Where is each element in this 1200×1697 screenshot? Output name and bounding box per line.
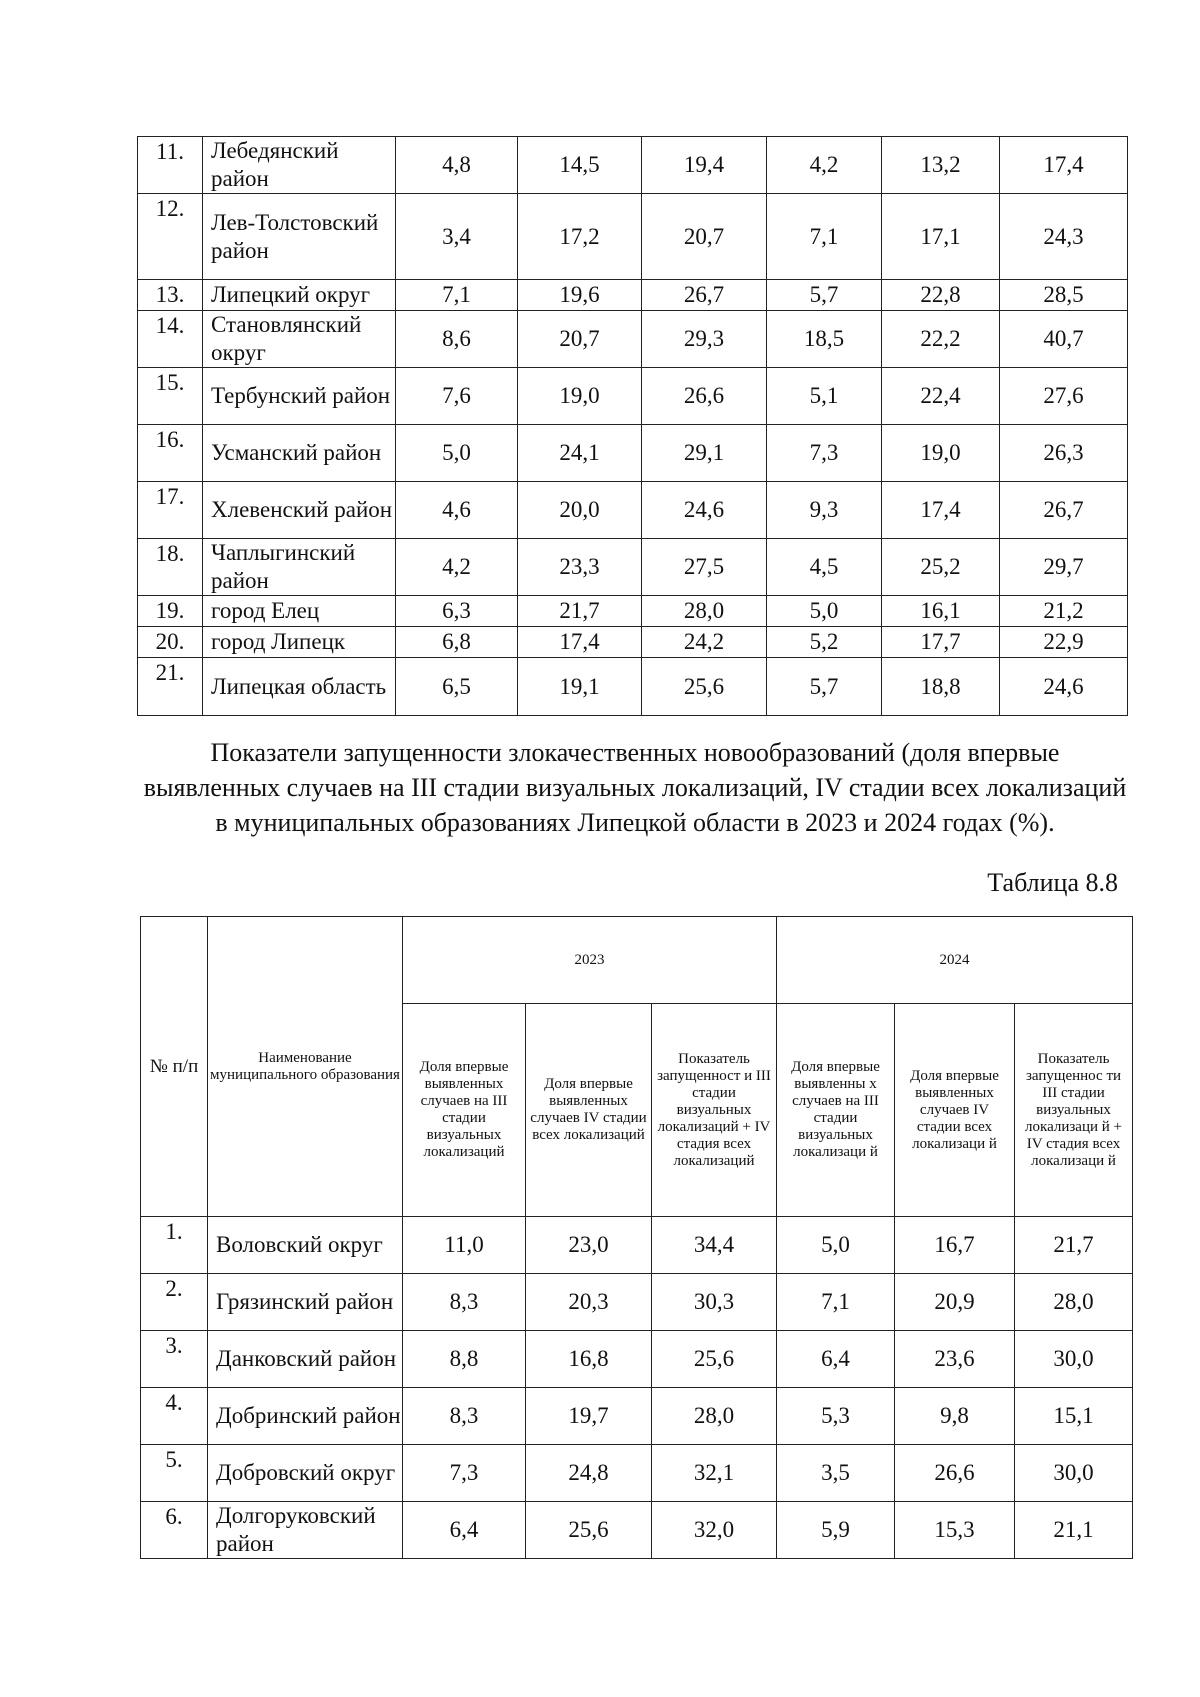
header-col-3: Показатель запущенност и III стадии визуальных локализаций + IV стадия всех локализаций bbox=[652, 1004, 777, 1217]
header-col-2: Доля впервые выявленных случаев IV стадии всех локализаций bbox=[526, 1004, 652, 1217]
row-number: 6. bbox=[141, 1502, 208, 1559]
value-cell: 7,6 bbox=[396, 368, 518, 425]
municipality-name: Усманский район bbox=[203, 425, 396, 482]
value-cell: 8,3 bbox=[403, 1274, 526, 1331]
value-cell: 19,7 bbox=[526, 1388, 652, 1445]
value-cell: 24,1 bbox=[518, 425, 642, 482]
table-row bbox=[141, 1217, 1133, 1274]
value-cell: 20,7 bbox=[642, 194, 767, 280]
table-row bbox=[138, 596, 1128, 627]
section-title: Показатели запущенности злокачественных новообразований (доля впервые выявленных случаев на III стадии визуальных локализаций, IV стадии всех локализаций в муниципальных образованиях Липецкой области в 2023 и 2024 годах (%). bbox=[143, 738, 1127, 837]
main-table-header bbox=[141, 917, 1133, 1217]
municipality-name: Добровский округ bbox=[208, 1445, 403, 1502]
table-row bbox=[138, 194, 1128, 280]
value-cell: 24,2 bbox=[642, 627, 767, 658]
municipality-name: Липецкая область bbox=[203, 658, 396, 716]
value-cell: 17,4 bbox=[882, 482, 1000, 539]
value-cell: 7,3 bbox=[767, 425, 882, 482]
municipality-name: Хлевенский район bbox=[203, 482, 396, 539]
row-number: 2. bbox=[141, 1274, 208, 1331]
value-cell: 7,1 bbox=[767, 194, 882, 280]
row-number: 11. bbox=[138, 137, 203, 194]
value-cell: 11,0 bbox=[403, 1217, 526, 1274]
value-cell: 26,6 bbox=[642, 368, 767, 425]
row-number: 20. bbox=[138, 627, 203, 658]
value-cell: 14,5 bbox=[518, 137, 642, 194]
value-cell: 4,2 bbox=[396, 539, 518, 596]
municipality-name: Долгоруковский район bbox=[208, 1502, 403, 1559]
value-cell: 19,0 bbox=[518, 368, 642, 425]
value-cell: 17,2 bbox=[518, 194, 642, 280]
value-cell: 25,6 bbox=[642, 658, 767, 716]
value-cell: 29,1 bbox=[642, 425, 767, 482]
row-number: 13. bbox=[138, 280, 203, 311]
municipality-name: Лев-Толстовский район bbox=[203, 194, 396, 280]
value-cell: 9,8 bbox=[895, 1388, 1015, 1445]
value-cell: 22,2 bbox=[882, 311, 1000, 368]
header-num: № п/п bbox=[141, 917, 208, 1217]
value-cell: 28,0 bbox=[642, 596, 767, 627]
value-cell: 18,5 bbox=[767, 311, 882, 368]
value-cell: 27,6 bbox=[1000, 368, 1128, 425]
value-cell: 20,3 bbox=[526, 1274, 652, 1331]
value-cell: 4,6 bbox=[396, 482, 518, 539]
value-cell: 9,3 bbox=[767, 482, 882, 539]
value-cell: 6,4 bbox=[403, 1502, 526, 1559]
value-cell: 20,0 bbox=[518, 482, 642, 539]
value-cell: 30,0 bbox=[1015, 1331, 1133, 1388]
municipality-name: Воловский округ bbox=[208, 1217, 403, 1274]
value-cell: 28,0 bbox=[652, 1388, 777, 1445]
value-cell: 3,5 bbox=[777, 1445, 895, 1502]
value-cell: 32,0 bbox=[652, 1502, 777, 1559]
table-row bbox=[138, 368, 1128, 425]
value-cell: 21,7 bbox=[518, 596, 642, 627]
value-cell: 6,3 bbox=[396, 596, 518, 627]
value-cell: 19,0 bbox=[882, 425, 1000, 482]
header-name: Наименование муниципального образования bbox=[208, 917, 403, 1217]
value-cell: 19,4 bbox=[642, 137, 767, 194]
value-cell: 6,4 bbox=[777, 1331, 895, 1388]
header-col-5: Доля впервые выявленных случаев IV стадии всех локализаци й bbox=[895, 1004, 1015, 1217]
value-cell: 5,0 bbox=[396, 425, 518, 482]
value-cell: 6,5 bbox=[396, 658, 518, 716]
value-cell: 24,8 bbox=[526, 1445, 652, 1502]
value-cell: 5,1 bbox=[767, 368, 882, 425]
value-cell: 21,7 bbox=[1015, 1217, 1133, 1274]
value-cell: 7,3 bbox=[403, 1445, 526, 1502]
value-cell: 40,7 bbox=[1000, 311, 1128, 368]
table-row bbox=[138, 311, 1128, 368]
value-cell: 16,1 bbox=[882, 596, 1000, 627]
row-number: 3. bbox=[141, 1331, 208, 1388]
value-cell: 15,1 bbox=[1015, 1388, 1133, 1445]
value-cell: 28,5 bbox=[1000, 280, 1128, 311]
value-cell: 5,0 bbox=[767, 596, 882, 627]
municipality-name: Становлянский округ bbox=[203, 311, 396, 368]
value-cell: 32,1 bbox=[652, 1445, 777, 1502]
main-table bbox=[140, 916, 1133, 1559]
row-number: 15. bbox=[138, 368, 203, 425]
municipality-name: Чаплыгинский район bbox=[203, 539, 396, 596]
value-cell: 23,3 bbox=[518, 539, 642, 596]
municipality-name: Добринский район bbox=[208, 1388, 403, 1445]
municipality-name: Липецкий округ bbox=[203, 280, 396, 311]
value-cell: 18,8 bbox=[882, 658, 1000, 716]
row-number: 12. bbox=[138, 194, 203, 280]
municipality-name: Грязинский район bbox=[208, 1274, 403, 1331]
table-label: Таблица 8.8 bbox=[987, 868, 1118, 897]
value-cell: 22,8 bbox=[882, 280, 1000, 311]
municipality-name: город Елец bbox=[203, 596, 396, 627]
row-number: 21. bbox=[138, 658, 203, 716]
row-number: 4. bbox=[141, 1388, 208, 1445]
value-cell: 17,1 bbox=[882, 194, 1000, 280]
value-cell: 20,9 bbox=[895, 1274, 1015, 1331]
header-col-1: Доля впервые выявленных случаев на III стадии визуальных локализаций bbox=[403, 1004, 526, 1217]
value-cell: 28,0 bbox=[1015, 1274, 1133, 1331]
value-cell: 22,9 bbox=[1000, 627, 1128, 658]
header-year-2024: 2024 bbox=[777, 917, 1133, 1004]
value-cell: 26,3 bbox=[1000, 425, 1128, 482]
value-cell: 30,3 bbox=[652, 1274, 777, 1331]
value-cell: 25,2 bbox=[882, 539, 1000, 596]
row-number: 1. bbox=[141, 1217, 208, 1274]
table-row bbox=[141, 1274, 1133, 1331]
value-cell: 13,2 bbox=[882, 137, 1000, 194]
municipality-name: Тербунский район bbox=[203, 368, 396, 425]
value-cell: 5,3 bbox=[777, 1388, 895, 1445]
value-cell: 7,1 bbox=[777, 1274, 895, 1331]
value-cell: 15,3 bbox=[895, 1502, 1015, 1559]
value-cell: 34,4 bbox=[652, 1217, 777, 1274]
table-row bbox=[138, 627, 1128, 658]
value-cell: 5,0 bbox=[777, 1217, 895, 1274]
value-cell: 5,7 bbox=[767, 658, 882, 716]
header-col-4: Доля впервые выявленны х случаев на III стадии визуальных локализаци й bbox=[777, 1004, 895, 1217]
value-cell: 26,6 bbox=[895, 1445, 1015, 1502]
value-cell: 29,3 bbox=[642, 311, 767, 368]
value-cell: 19,6 bbox=[518, 280, 642, 311]
value-cell: 25,6 bbox=[652, 1331, 777, 1388]
header-col-6: Показатель запущеннос ти III стадии визуальных локализаци й + IV стадия всех локализаци й bbox=[1015, 1004, 1133, 1217]
value-cell: 16,7 bbox=[895, 1217, 1015, 1274]
value-cell: 3,4 bbox=[396, 194, 518, 280]
row-number: 18. bbox=[138, 539, 203, 596]
value-cell: 17,7 bbox=[882, 627, 1000, 658]
value-cell: 22,4 bbox=[882, 368, 1000, 425]
value-cell: 24,6 bbox=[1000, 658, 1128, 716]
value-cell: 21,2 bbox=[1000, 596, 1128, 627]
municipality-name: Лебедянский район bbox=[203, 137, 396, 194]
value-cell: 26,7 bbox=[1000, 482, 1128, 539]
top-table bbox=[137, 136, 1128, 716]
row-number: 17. bbox=[138, 482, 203, 539]
value-cell: 4,8 bbox=[396, 137, 518, 194]
value-cell: 29,7 bbox=[1000, 539, 1128, 596]
municipality-name: город Липецк bbox=[203, 627, 396, 658]
table-row bbox=[141, 1331, 1133, 1388]
value-cell: 25,6 bbox=[526, 1502, 652, 1559]
value-cell: 19,1 bbox=[518, 658, 642, 716]
table-row bbox=[141, 1388, 1133, 1445]
value-cell: 4,5 bbox=[767, 539, 882, 596]
row-number: 16. bbox=[138, 425, 203, 482]
municipality-name: Данковский район bbox=[208, 1331, 403, 1388]
table-row bbox=[138, 658, 1128, 716]
top-table-body bbox=[138, 137, 1128, 716]
value-cell: 17,4 bbox=[1000, 137, 1128, 194]
value-cell: 6,8 bbox=[396, 627, 518, 658]
value-cell: 8,8 bbox=[403, 1331, 526, 1388]
value-cell: 23,6 bbox=[895, 1331, 1015, 1388]
value-cell: 17,4 bbox=[518, 627, 642, 658]
table-row bbox=[138, 425, 1128, 482]
value-cell: 5,7 bbox=[767, 280, 882, 311]
value-cell: 27,5 bbox=[642, 539, 767, 596]
value-cell: 21,1 bbox=[1015, 1502, 1133, 1559]
value-cell: 20,7 bbox=[518, 311, 642, 368]
value-cell: 8,3 bbox=[403, 1388, 526, 1445]
value-cell: 7,1 bbox=[396, 280, 518, 311]
row-number: 14. bbox=[138, 311, 203, 368]
table-row bbox=[141, 1445, 1133, 1502]
value-cell: 16,8 bbox=[526, 1331, 652, 1388]
value-cell: 5,2 bbox=[767, 627, 882, 658]
table-row bbox=[138, 280, 1128, 311]
value-cell: 23,0 bbox=[526, 1217, 652, 1274]
header-year-2023: 2023 bbox=[403, 917, 777, 1004]
main-table-body bbox=[141, 1217, 1133, 1559]
row-number: 5. bbox=[141, 1445, 208, 1502]
value-cell: 24,6 bbox=[642, 482, 767, 539]
value-cell: 30,0 bbox=[1015, 1445, 1133, 1502]
value-cell: 4,2 bbox=[767, 137, 882, 194]
value-cell: 5,9 bbox=[777, 1502, 895, 1559]
table-row bbox=[138, 539, 1128, 596]
row-number: 19. bbox=[138, 596, 203, 627]
table-row bbox=[138, 137, 1128, 194]
value-cell: 26,7 bbox=[642, 280, 767, 311]
table-row bbox=[138, 482, 1128, 539]
value-cell: 24,3 bbox=[1000, 194, 1128, 280]
value-cell: 8,6 bbox=[396, 311, 518, 368]
table-row bbox=[141, 1502, 1133, 1559]
